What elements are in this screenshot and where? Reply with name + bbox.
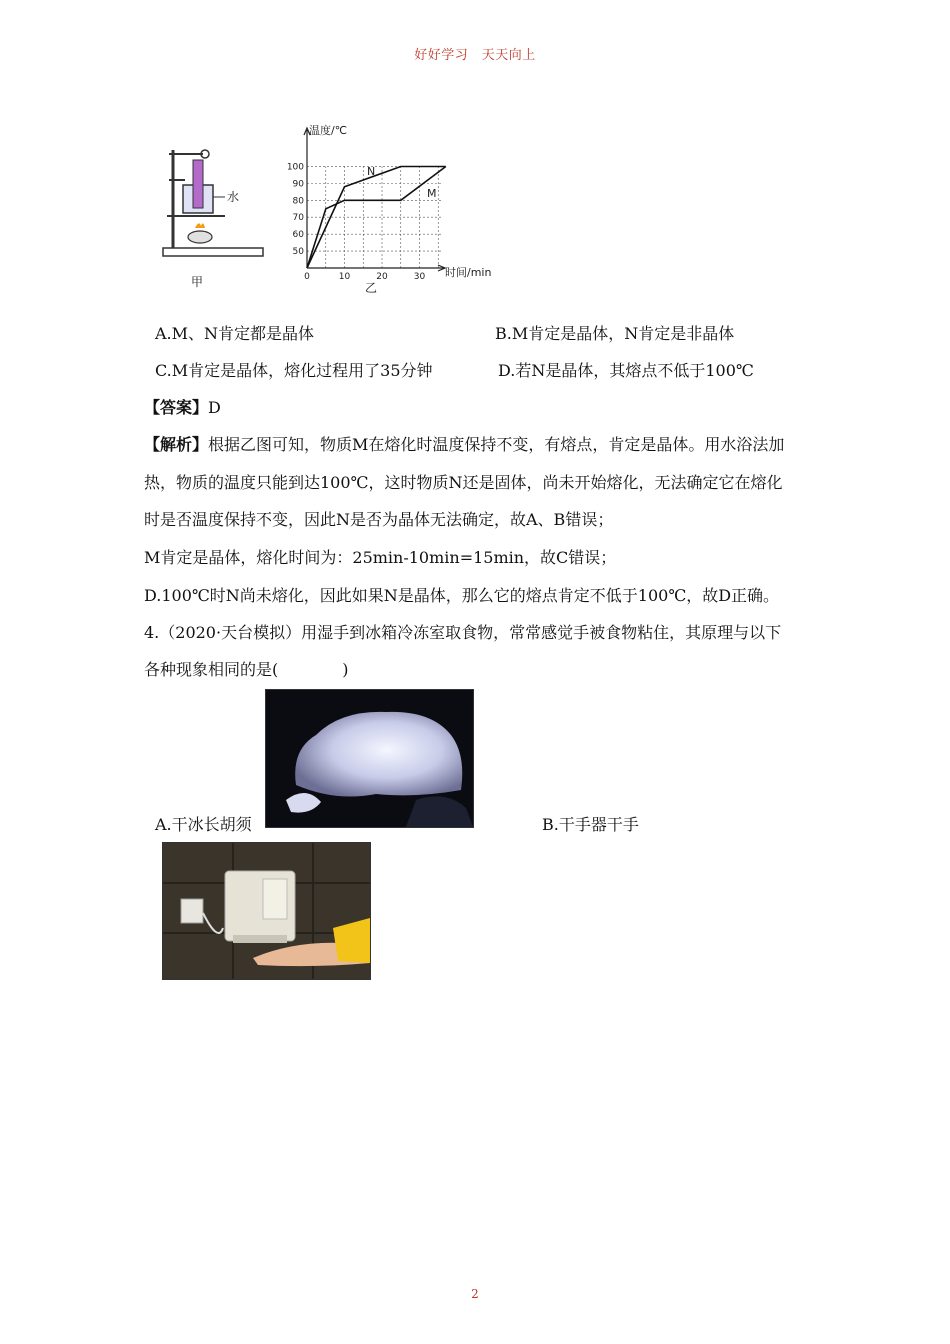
answer-value: D xyxy=(208,398,221,417)
temperature-chart xyxy=(285,120,510,300)
test-tube-icon xyxy=(193,160,203,208)
q3-answer-line xyxy=(144,398,221,418)
x-tick-label: 20 xyxy=(376,272,388,282)
analysis-line-3: 时是否温度保持不变，因此N是否为晶体无法确定，故A、B错误； xyxy=(144,510,614,529)
page-header: 好好学习 天天向上 xyxy=(414,48,536,63)
q4-stem-line-2: 各种现象相同的是( ) xyxy=(144,660,349,679)
page-number: 2 xyxy=(471,1287,479,1301)
wall-socket-icon xyxy=(181,899,203,923)
y-tick-label: 60 xyxy=(292,230,304,241)
flame-icon xyxy=(195,223,205,228)
y-tick-label: 80 xyxy=(292,196,304,207)
q3-option-b: B.M肯定是晶体，N肯定是非晶体 xyxy=(495,324,735,343)
analysis-line-5: D.100℃时N尚未熔化，因此如果N是晶体，那么它的熔点肯定不低于100℃，故D正确。 xyxy=(144,586,780,605)
analysis-line-2: 热，物质的温度只能到达100℃，这时物质N还是固体，尚未开始熔化，无法确定它在熔化 xyxy=(144,473,783,492)
answer-label: 【答案】 xyxy=(144,398,209,417)
hand-dryer-image xyxy=(163,843,370,979)
q3-option-d: D.若N是晶体，其熔点不低于100℃ xyxy=(498,361,754,380)
x-tick-label: 10 xyxy=(338,272,351,282)
y-tick-label: 90 xyxy=(292,179,304,190)
apparatus-base xyxy=(163,248,263,256)
x-tick-label: 30 xyxy=(413,272,426,282)
q4-option-a: A.干冰长胡须 xyxy=(155,815,252,834)
analysis-line-1 xyxy=(144,435,784,455)
x-tick-label: 0 xyxy=(304,272,310,282)
dry-ice-photo xyxy=(265,689,474,828)
series-label-M: M xyxy=(427,186,437,200)
analysis-label: 【解析】 xyxy=(144,435,209,454)
chart-lines xyxy=(307,165,446,268)
apparatus-figure xyxy=(155,140,275,290)
q4-option-b: B.干手器干手 xyxy=(542,815,639,834)
hand-dryer-photo xyxy=(162,842,371,980)
analysis-text-1: 根据乙图可知，物质M在熔化时温度保持不变，有熔点，肯定是晶体。用水浴法加 xyxy=(208,435,785,454)
q4-stem-line-1: 4.（2020·天台模拟）用湿手到冰箱冷冻室取食物，常常感觉手被食物粘住，其原理与以下 xyxy=(144,623,782,642)
y-tick-label: 70 xyxy=(292,213,304,224)
q3-option-a: A.M、N肯定都是晶体 xyxy=(155,324,315,343)
apparatus-label: 甲 xyxy=(191,275,204,289)
chart-caption: 乙 xyxy=(365,281,378,295)
analysis-line-4: M肯定是晶体，熔化时间为：25min-10min=15min，故C错误； xyxy=(144,548,617,567)
q3-option-c: C.M肯定是晶体，熔化过程用了35分钟 xyxy=(155,361,433,380)
chart-xlabel: 时间/min xyxy=(445,266,492,279)
alcohol-lamp-icon xyxy=(188,231,212,243)
chart-grid xyxy=(307,166,442,268)
series-label-N: N xyxy=(367,164,376,178)
frost-image xyxy=(266,690,473,827)
water-label: 水 xyxy=(227,190,240,204)
y-tick-label: 100 xyxy=(286,162,304,173)
y-tick-label: 50 xyxy=(292,247,304,258)
chart-ylabel: 温度/℃ xyxy=(309,124,348,137)
